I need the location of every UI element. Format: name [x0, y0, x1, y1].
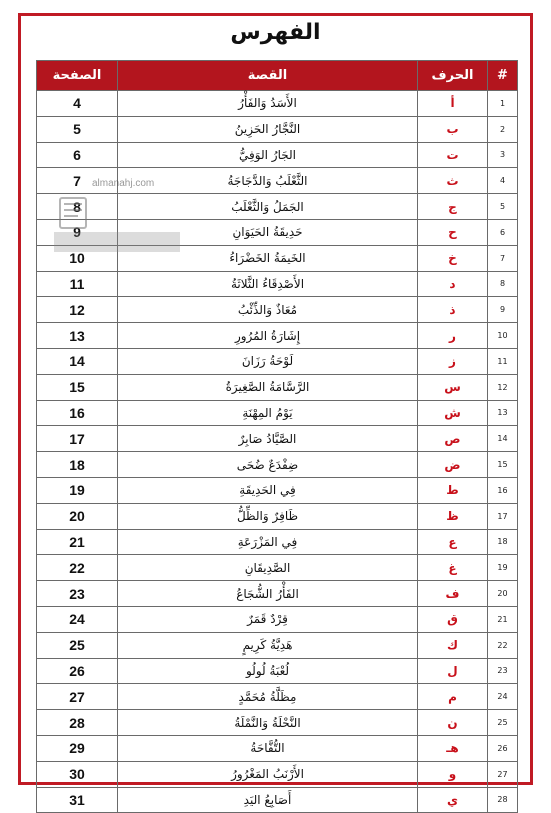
row-page-number: 20	[37, 503, 118, 529]
table-row	[37, 374, 518, 400]
table-row	[37, 503, 518, 529]
row-number: 21	[488, 606, 518, 632]
row-page-number: 27	[37, 684, 118, 710]
row-number: 13	[488, 400, 518, 426]
row-number: 14	[488, 426, 518, 452]
table-row	[37, 91, 518, 117]
row-story-title: مِظَلَّةُ مُحَمَّدٍ	[118, 684, 418, 710]
row-number: 19	[488, 555, 518, 581]
row-page-number: 25	[37, 632, 118, 658]
header-row	[37, 61, 518, 91]
row-page-number: 24	[37, 606, 118, 632]
row-letter: هـ	[418, 735, 488, 761]
row-story-title: النَّحْلَةُ وَالنَّمْلَةُ	[118, 710, 418, 736]
header-story: القصة	[118, 61, 418, 91]
row-number: 16	[488, 477, 518, 503]
row-number: 18	[488, 529, 518, 555]
row-story-title: الصَّدِيقَانِ	[118, 555, 418, 581]
row-story-title: ظَافِرٌ وَالظِّلُّ	[118, 503, 418, 529]
row-number: 4	[488, 168, 518, 194]
row-page-number: 14	[37, 348, 118, 374]
row-story-title: الرَّسَّامَةُ الصَّغِيرَةُ	[118, 374, 418, 400]
row-letter: س	[418, 374, 488, 400]
row-page-number: 4	[37, 91, 118, 117]
table-row	[37, 555, 518, 581]
row-page-number: 10	[37, 245, 118, 271]
row-page-number: 23	[37, 581, 118, 607]
row-number: 26	[488, 735, 518, 761]
row-letter: ج	[418, 194, 488, 220]
row-letter: غ	[418, 555, 488, 581]
table-row	[37, 271, 518, 297]
row-letter: أ	[418, 91, 488, 117]
table-row	[37, 658, 518, 684]
table-row	[37, 606, 518, 632]
row-page-number: 12	[37, 297, 118, 323]
table-row	[37, 194, 518, 220]
row-story-title: مُعَاذٌ وَالذِّئْبُ	[118, 297, 418, 323]
watermark-url: almanahj.com	[92, 178, 155, 189]
header-number: #	[488, 61, 518, 91]
row-letter: ف	[418, 581, 488, 607]
table-row	[37, 452, 518, 478]
row-page-number: 11	[37, 271, 118, 297]
table-row	[37, 400, 518, 426]
row-number: 24	[488, 684, 518, 710]
row-story-title: الصَّيَّادُ صَابِرٌ	[118, 426, 418, 452]
row-number: 15	[488, 452, 518, 478]
table-row	[37, 297, 518, 323]
row-number: 3	[488, 142, 518, 168]
table-row	[37, 348, 518, 374]
table-row	[37, 632, 518, 658]
row-letter: ش	[418, 400, 488, 426]
table-row	[37, 245, 518, 271]
table-row	[37, 219, 518, 245]
table-row	[37, 142, 518, 168]
row-number: 1	[488, 91, 518, 117]
header-page: الصفحة	[37, 61, 118, 91]
table-row	[37, 116, 518, 142]
row-page-number: 15	[37, 374, 118, 400]
table-row	[37, 735, 518, 761]
table-row	[37, 581, 518, 607]
page-title: الفهرس	[230, 20, 321, 45]
table-row	[37, 477, 518, 503]
row-story-title: فِي المَزْرَعَةِ	[118, 529, 418, 555]
row-page-number: 8	[37, 194, 118, 220]
row-letter: ح	[418, 219, 488, 245]
row-story-title: النَّجَّارُ الحَزِينُ	[118, 116, 418, 142]
row-number: 27	[488, 761, 518, 787]
row-number: 6	[488, 219, 518, 245]
table-row	[37, 710, 518, 736]
row-story-title: إِشَارَةُ المُرُورِ	[118, 323, 418, 349]
row-story-title: لُعْبَةُ لُولُو	[118, 658, 418, 684]
row-story-title: التُّفَّاحَةُ	[118, 735, 418, 761]
header-letter: الحرف	[418, 61, 488, 91]
row-letter: ي	[418, 787, 488, 813]
row-story-title: الأَصْدِقَاءُ الثَّلاثَةُ	[118, 271, 418, 297]
row-story-title: هَدِيَّةُ كَرِيمٍ	[118, 632, 418, 658]
row-number: 7	[488, 245, 518, 271]
row-story-title: لَوْحَةُ رَزَانَ	[118, 348, 418, 374]
row-page-number: 18	[37, 452, 118, 478]
row-letter: ذ	[418, 297, 488, 323]
row-page-number: 9	[37, 219, 118, 245]
row-letter: ب	[418, 116, 488, 142]
row-number: 9	[488, 297, 518, 323]
row-story-title: الأَرْنَبُ المَغْرُورُ	[118, 761, 418, 787]
row-number: 28	[488, 787, 518, 813]
row-letter: و	[418, 761, 488, 787]
row-number: 25	[488, 710, 518, 736]
row-number: 12	[488, 374, 518, 400]
row-page-number: 21	[37, 529, 118, 555]
row-letter: ث	[418, 168, 488, 194]
row-letter: ص	[418, 426, 488, 452]
row-number: 20	[488, 581, 518, 607]
row-story-title: أَصَابِعُ اليَدِ	[118, 787, 418, 813]
row-number: 5	[488, 194, 518, 220]
table-row	[37, 168, 518, 194]
row-page-number: 28	[37, 710, 118, 736]
row-number: 17	[488, 503, 518, 529]
row-letter: د	[418, 271, 488, 297]
row-page-number: 6	[37, 142, 118, 168]
row-page-number: 29	[37, 735, 118, 761]
row-page-number: 31	[37, 787, 118, 813]
row-number: 23	[488, 658, 518, 684]
row-page-number: 16	[37, 400, 118, 426]
row-letter: ر	[418, 323, 488, 349]
row-letter: ل	[418, 658, 488, 684]
row-page-number: 17	[37, 426, 118, 452]
row-page-number: 22	[37, 555, 118, 581]
table-row	[37, 426, 518, 452]
row-number: 8	[488, 271, 518, 297]
row-page-number: 30	[37, 761, 118, 787]
row-letter: ع	[418, 529, 488, 555]
row-page-number: 5	[37, 116, 118, 142]
table-row	[37, 323, 518, 349]
row-story-title: فِي الحَدِيقَةِ	[118, 477, 418, 503]
row-story-title: الأَسَدُ وَالفَأْرُ	[118, 91, 418, 117]
index-table	[36, 60, 518, 813]
row-story-title: ضِفْدَعٌ ضُحَى	[118, 452, 418, 478]
row-letter: ك	[418, 632, 488, 658]
row-page-number: 7	[37, 168, 118, 194]
row-number: 2	[488, 116, 518, 142]
row-number: 11	[488, 348, 518, 374]
row-story-title: يَوْمُ المِهْنَةِ	[118, 400, 418, 426]
row-letter: ظ	[418, 503, 488, 529]
row-story-title: الثَّعْلَبُ وَالدَّجَاجَةُ	[118, 168, 418, 194]
row-letter: ط	[418, 477, 488, 503]
row-letter: ق	[418, 606, 488, 632]
row-page-number: 19	[37, 477, 118, 503]
row-letter: خ	[418, 245, 488, 271]
row-story-title: الجَارُ الوَفِيُّ	[118, 142, 418, 168]
row-story-title: الخَيمَةُ الخَضْرَاءُ	[118, 245, 418, 271]
table-row	[37, 761, 518, 787]
row-page-number: 13	[37, 323, 118, 349]
table-row	[37, 684, 518, 710]
row-story-title: قِرْدٌ قَمَرٌ	[118, 606, 418, 632]
row-story-title: الفَأْرُ الشُّجَاعُ	[118, 581, 418, 607]
table-row	[37, 529, 518, 555]
row-story-title: حَدِيقَةُ الحَيَوَانِ	[118, 219, 418, 245]
row-letter: ت	[418, 142, 488, 168]
row-letter: ن	[418, 710, 488, 736]
row-story-title: الجَمَلُ وَالثَّعْلَبُ	[118, 194, 418, 220]
row-number: 10	[488, 323, 518, 349]
row-letter: م	[418, 684, 488, 710]
row-letter: ض	[418, 452, 488, 478]
row-number: 22	[488, 632, 518, 658]
row-page-number: 26	[37, 658, 118, 684]
row-letter: ز	[418, 348, 488, 374]
